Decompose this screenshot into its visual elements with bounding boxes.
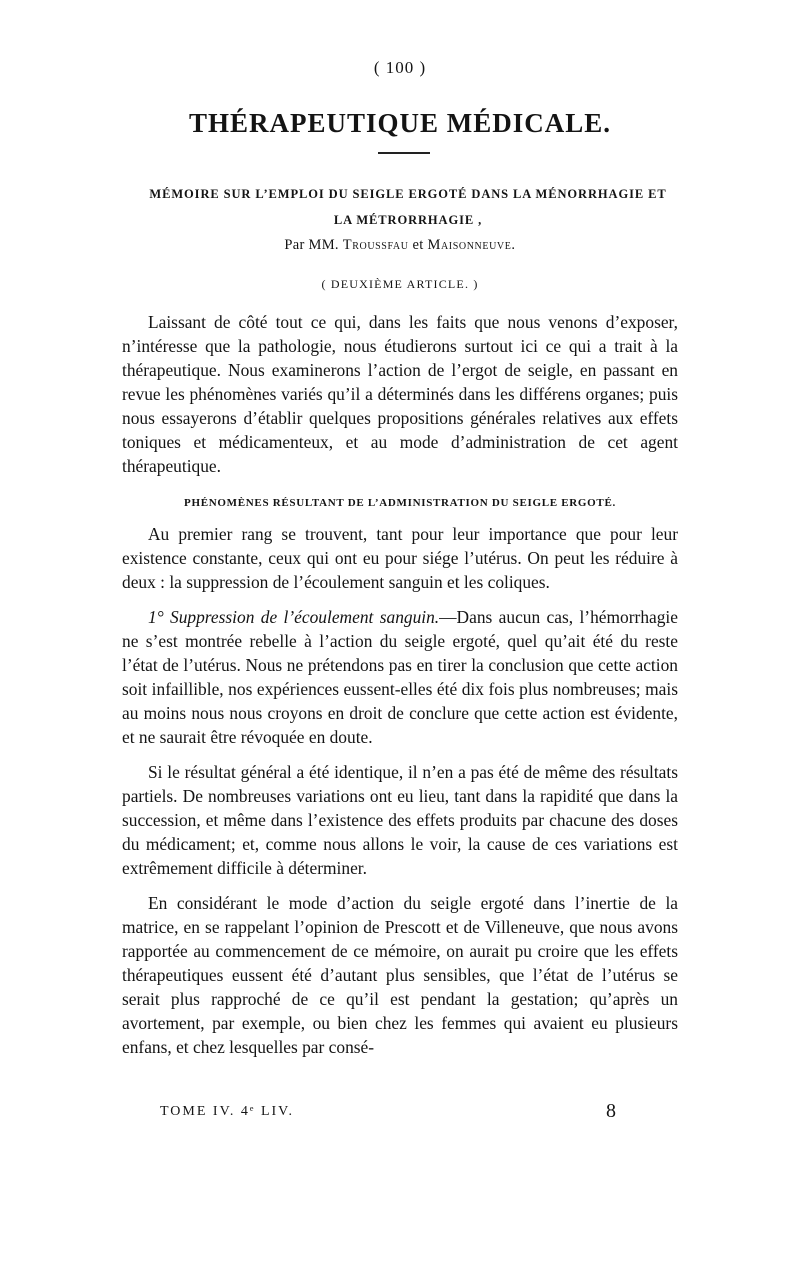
page-number: ( 100 ) [373, 58, 427, 77]
article-label: ( DEUXIÈME ARTICLE. ) [321, 277, 479, 291]
section-title: THÉRAPEUTIQUE MÉDICALE. [188, 108, 612, 138]
paragraph-suppression [122, 605, 678, 749]
title-divider [378, 152, 430, 154]
section-subheading: PHÉNOMÈNES RÉSULTANT DE L’ADMINISTRATION DU SEIGLE ERGOTÉ. [184, 497, 616, 509]
intro-section [122, 310, 678, 489]
intro-paragraph: Laissant de côté tout ce qui, dans les faits que nous venons d’exposer, n’intéresse que la pathologie, nous étudierons surtout ici ce qui a trait à la thérapeutique. Nous examinerons l’action de l’ergot de seigle, en passant en revue les phénomènes variés qu’il a déterminés dans les différens organes; puis nous essayerons d’établir quelques propositions générales relatives aux effets toniques et médicamenteux, et au mode d’administration de cet agent thérapeutique. [122, 312, 678, 476]
author-troussfau: Troussfau [342, 237, 409, 253]
memoir-title: MÉMOIRE SUR L’EMPLOI DU SEIGLE ERGOTÉ DANS LA MÉNORRHAGIE ET LA MÉTRORRHAGIE , [149, 187, 667, 227]
paragraph-uterus: Au premier rang se trouvent, tant pour leur importance que pour leur existence constante, ceux qui ont eu pour siége l’utérus. On peut les réduire à deux : la suppression de l’écoulement sanguin et les coliques. [122, 524, 678, 592]
paragraph-mode-action: En considérant le mode d’action du seigle ergoté dans l’inertie de la matrice, en se rappelant l’opinion de Prescott et de Villeneuve, que nous avons rapportée au commencement de ce mémoire, on aurait pu croire que les effets thérapeutiques eussent été d’autant plus sensibles, que l’état de l’utérus se serait plus rapproché de ce qu’il est pendant la gestation; qu’après un avortement, par exemple, ou bien chez les femmes qui avaient eu plusieurs enfans, et chez lesquelles par consé- [122, 893, 678, 1057]
paragraph-variations: Si le résultat général a été identique, il n’en a pas été de même des résultats partiels. De nombreuses variations ont eu lieu, tant dans la rapidité que dans la succession, et même dans l’existence des effets produits par chacune des doses du médicament; et, comme nous allons le voir, la cause de ces variations est extrêmement difficile à déterminer. [122, 762, 678, 878]
authors-line [0, 237, 800, 254]
authors-conjunction: et [412, 237, 424, 253]
paragraph-suppression-text: —Dans aucun cas, l’hémorrhagie ne s’est montrée rebelle à l’action du seigle ergoté, quel qu’ait été du reste l’état de l’utérus. Nous ne prétendons pas en tirer la conclusion que cette action soit infaillible, nos expériences eussent-elles été dix fois plus nombreuses; mais au moins nous nous croyons en droit de conclure que cette action est évidente, et ne saurait être révoquée en doute. [122, 607, 678, 747]
volume-mark: TOME IV. 4ᵉ LIV. [160, 1104, 294, 1119]
signature-mark: 8 [606, 1100, 616, 1122]
main-section [122, 522, 678, 1070]
paragraph-suppression-lead: 1° Suppression de l’écoulement sanguin. [148, 607, 440, 627]
authors-prefix: Par MM. [284, 237, 339, 253]
author-maisonneuve: Maisonneuve. [427, 237, 516, 253]
